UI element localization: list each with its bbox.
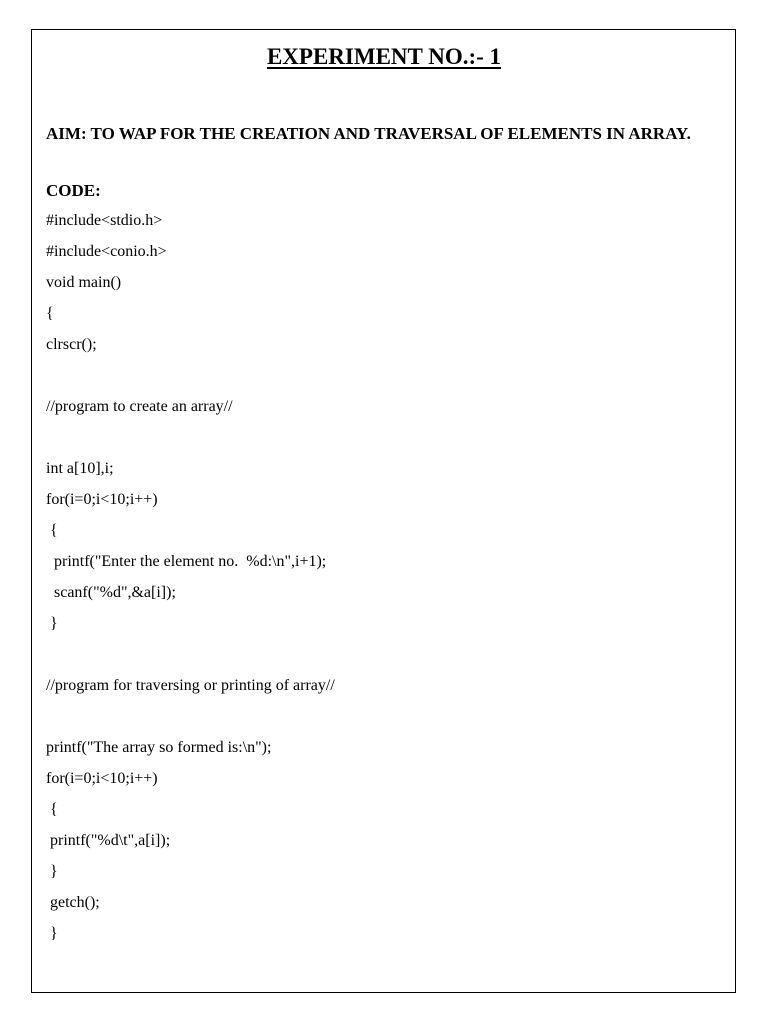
code-line-blank	[46, 426, 716, 457]
code-line: {	[46, 522, 58, 539]
code-line: int a[10],i;	[46, 460, 114, 477]
code-line: }	[46, 615, 58, 632]
code-comment: //program to create an array//	[46, 398, 233, 415]
code-line: #include<conio.h>	[46, 243, 167, 260]
code-line: for(i=0;i<10;i++)	[46, 770, 158, 787]
code-line-blank	[46, 705, 716, 736]
code-line: clrscr();	[46, 336, 97, 353]
code-line: }	[46, 925, 58, 942]
code-line: #include<stdio.h>	[46, 212, 163, 229]
experiment-title	[0, 42, 768, 72]
code-line: getch();	[46, 894, 100, 911]
code-line: {	[46, 305, 54, 322]
code-line: scanf("%d",&a[i]);	[46, 584, 176, 601]
aim-statement: AIM: TO WAP FOR THE CREATION AND TRAVERSAL OF ELEMENTS IN ARRAY.	[46, 124, 691, 143]
code-line: {	[46, 801, 58, 818]
code-line-blank	[46, 364, 716, 395]
code-line-blank	[46, 643, 716, 674]
code-line: printf("Enter the element no. %d:\n",i+1);	[46, 553, 327, 570]
code-line: printf("%d\t",a[i]);	[46, 832, 171, 849]
code-listing	[46, 209, 716, 953]
code-comment: //program for traversing or printing of array//	[46, 677, 335, 694]
code-line: for(i=0;i<10;i++)	[46, 491, 158, 508]
code-line: void main()	[46, 274, 122, 291]
code-line: printf("The array so formed is:\n");	[46, 739, 272, 756]
code-heading: CODE:	[46, 181, 101, 200]
code-line: }	[46, 863, 58, 880]
experiment-title-text: EXPERIMENT NO.:- 1	[266, 44, 502, 69]
